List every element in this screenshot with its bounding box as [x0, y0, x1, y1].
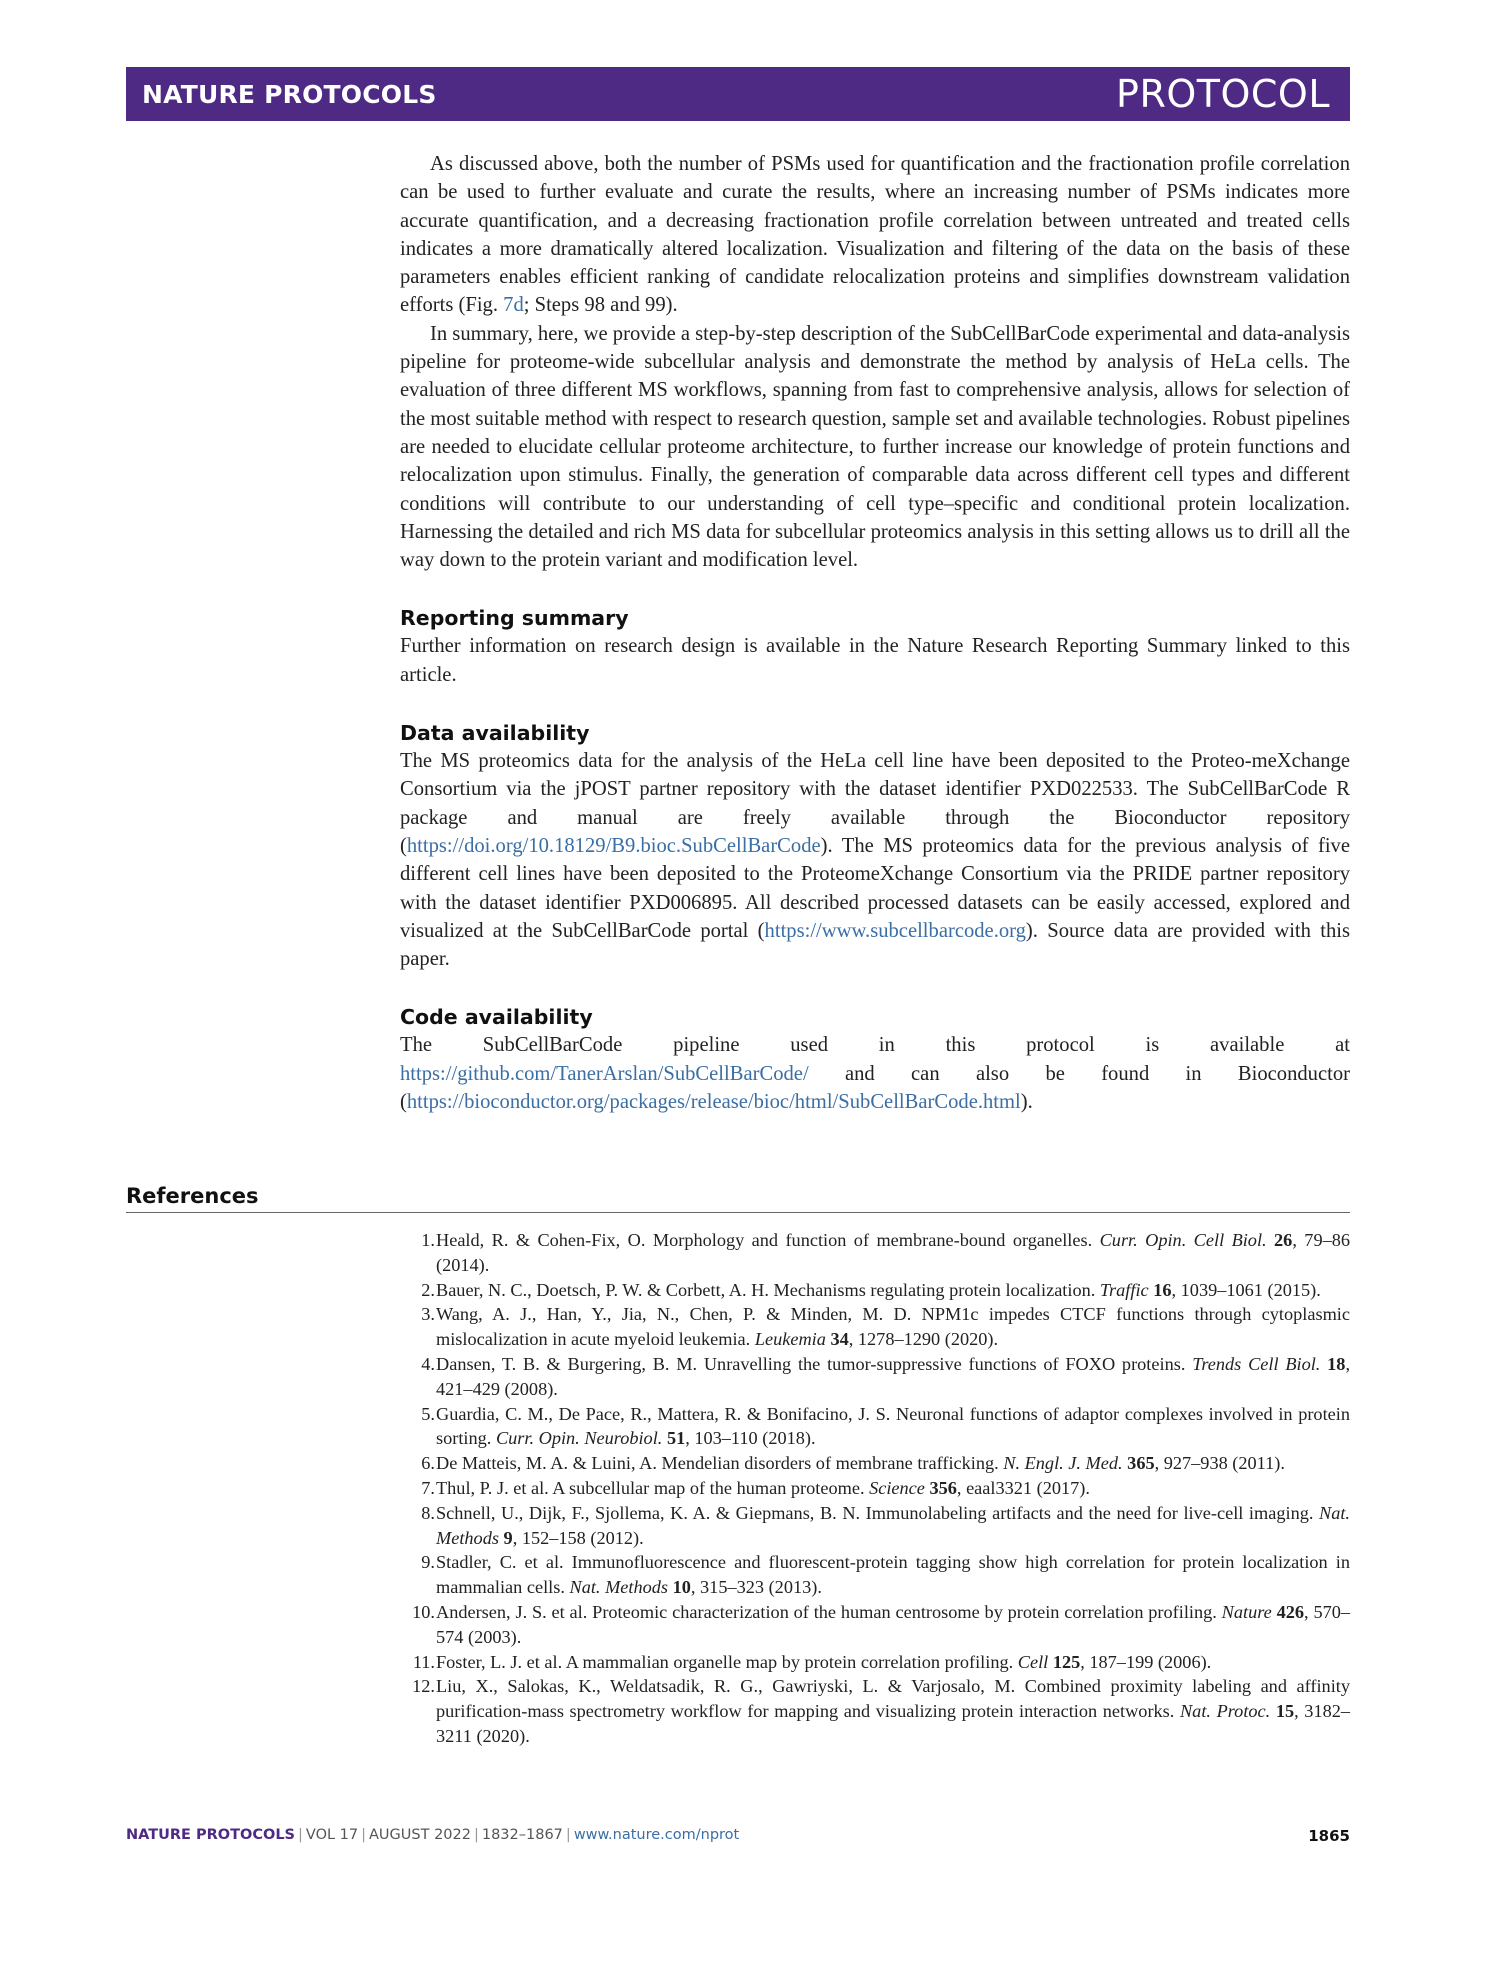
- reference-list: [400, 1228, 1350, 1749]
- reference-item: [400, 1550, 1350, 1600]
- reference-text: Bauer, N. C., Doetsch, P. W. & Corbett, A. H. Mechanisms regulating protein localization. Traffic 16, 1039–1061 (2015).: [436, 1279, 1321, 1300]
- github-link[interactable]: https://github.com/TanerArslan/SubCellBarCode/: [400, 1062, 809, 1085]
- reference-number: 1.: [421, 1230, 435, 1250]
- reference-volume: 9: [503, 1527, 513, 1548]
- page-footer: [126, 1827, 1350, 1845]
- reference-item: [400, 1674, 1350, 1748]
- reference-volume: 16: [1153, 1279, 1172, 1300]
- reference-item: [400, 1476, 1350, 1501]
- reference-item: [400, 1600, 1350, 1650]
- reference-number: 6.: [421, 1453, 435, 1474]
- reference-volume: 10: [672, 1577, 691, 1598]
- reference-text: Foster, L. J. et al. A mammalian organelle map by protein correlation profiling. Cell 125, 187–199 (2006).: [436, 1651, 1212, 1672]
- reference-volume: 356: [929, 1477, 957, 1498]
- main-text: [400, 150, 1350, 1116]
- reference-journal: Nat. Methods: [569, 1577, 669, 1598]
- reference-text: De Matteis, M. A. & Luini, A. Mendelian disorders of membrane trafficking. N. Engl. J. Med. 365, 927–938 (2011).: [436, 1453, 1285, 1474]
- article-type: PROTOCOL: [1116, 72, 1330, 116]
- reference-journal: Trends Cell Biol.: [1192, 1353, 1321, 1374]
- reference-journal: N. Engl. J. Med.: [1003, 1453, 1123, 1474]
- reference-volume: 26: [1274, 1230, 1293, 1250]
- reference-text: Stadler, C. et al. Immunofluorescence and fluorescent-protein tagging show high correlation for protein localization in mammalian cells. Nat. Methods 10, 315–323 (2013).: [436, 1552, 1350, 1598]
- reference-number: 5.: [421, 1403, 435, 1424]
- data-availability-text: The MS proteomics data for the analysis of the HeLa cell line have been deposited to the Proteo-meXchange Consortium via the jPOST partner repository with the dataset identifier PXD022533. The SubCellBarCode R package and manual are freely available through the Bioconductor repository (https://doi.org/10.18129/B9.bioc.SubCellBarCode). The MS proteomics data for the previous analysis of five different cell lines have been deposited to the ProteomeXchange Consortium via the PRIDE partner repository with the dataset identifier PXD006895. All described processed datasets can be easily accessed, explored and visualized at the SubCellBarCode portal (https://www.subcellbarcode.org). Source data are provided with this paper.: [400, 750, 1351, 971]
- reference-journal: Cell: [1017, 1651, 1049, 1672]
- reporting-summary-text: Further information on research design is available in the Nature Research Reporting Summary linked to this article.: [400, 635, 1350, 686]
- reference-item: [400, 1278, 1350, 1303]
- reference-text: Dansen, T. B. & Burgering, B. M. Unravelling the tumor-suppressive functions of FOXO proteins. Trends Cell Biol. 18, 421–429 (2008).: [436, 1353, 1351, 1399]
- reference-text: Schnell, U., Dijk, F., Sjollema, K. A. & Giepmans, B. N. Immunolabeling artifacts and the need for live-cell imaging. Nat. Methods 9, 152–158 (2012).: [436, 1502, 1350, 1548]
- reference-text: Liu, X., Salokas, K., Weldatsadik, R. G., Gawriyski, L. & Varjosalo, M. Combined proximity labeling and affinity purification-mass spectrometry workflow for mapping and visualizing protein interaction networks. Nat. Protoc. 15, 3182–3211 (2020).: [436, 1676, 1351, 1746]
- portal-link[interactable]: https://www.subcellbarcode.org: [764, 919, 1026, 942]
- reference-number: 11.: [412, 1651, 435, 1672]
- reference-text: Heald, R. & Cohen-Fix, O. Morphology and function of membrane-bound organelles. Curr. Opin. Cell Biol. 26, 79–86 (2014).: [436, 1230, 1351, 1275]
- reference-number: 3.: [421, 1304, 435, 1325]
- reference-number: 4.: [421, 1353, 435, 1374]
- reference-journal: Curr. Opin. Cell Biol.: [1099, 1230, 1267, 1250]
- reference-journal: Traffic: [1099, 1279, 1149, 1300]
- reference-item: [400, 1352, 1350, 1402]
- reference-volume: 365: [1127, 1453, 1155, 1474]
- doi-link[interactable]: https://doi.org/10.18129/B9.bioc.SubCellBarCode: [406, 834, 821, 857]
- reference-item: [400, 1451, 1350, 1476]
- footer-citation: NATURE PROTOCOLS | VOL 17 | AUGUST 2022 | 1832–1867 | www.nature.com/nprot: [126, 1827, 740, 1843]
- reference-journal: Nat. Protoc.: [1179, 1701, 1271, 1722]
- reference-volume: 15: [1275, 1701, 1295, 1722]
- reference-item: [400, 1302, 1350, 1352]
- bioconductor-link[interactable]: https://bioconductor.org/packages/release/bioc/html/SubCellBarCode.html: [406, 1091, 1021, 1114]
- reference-item: [400, 1228, 1350, 1278]
- reference-journal: Leukemia: [754, 1329, 826, 1350]
- reporting-summary-heading: Reporting summary: [400, 606, 629, 631]
- reference-volume: 125: [1052, 1651, 1081, 1672]
- reference-volume: 34: [830, 1329, 849, 1350]
- reference-number: 10.: [412, 1601, 435, 1622]
- reference-item: [400, 1402, 1350, 1452]
- reference-text: Andersen, J. S. et al. Proteomic characterization of the human centrosome by protein correlation profiling. Nature 426, 570–574 (2003).: [436, 1601, 1351, 1647]
- reference-text: Guardia, C. M., De Pace, R., Mattera, R. & Bonifacino, J. S. Neuronal functions of adaptor complexes involved in protein sorting. Curr. Opin. Neurobiol. 51, 103–110 (2018).: [436, 1403, 1350, 1449]
- reference-item: [400, 1501, 1350, 1551]
- reference-text: Wang, A. J., Han, Y., Jia, N., Chen, P. & Minden, M. D. NPM1c impedes CTCF functions through cytoplasmic mislocalization in acute myeloid leukemia. Leukemia 34, 1278–1290 (2020).: [436, 1304, 1350, 1350]
- paragraph-discussion: As discussed above, both the number of PSMs used for quantification and the fractionation profile correlation can be used to further evaluate and curate the results, where an increasing number of PSMs indicates more accurate quantification, and a decreasing fractionation profile correlation between untreated and treated cells indicates a more dramatically altered localization. Visualization and filtering of the data on the basis of these parameters enables efficient ranking of candidate relocalization proteins and simplifies downstream validation efforts (Fig. 7d; Steps 98 and 99).: [400, 153, 1350, 317]
- reference-journal: Nature: [1221, 1601, 1272, 1622]
- reference-number: 8.: [421, 1502, 435, 1523]
- reference-journal: Nat. Methods: [436, 1502, 1350, 1548]
- reference-journal: Curr. Opin. Neurobiol.: [495, 1428, 663, 1449]
- journal-header: [126, 67, 1350, 121]
- page-number: 1865: [1308, 1827, 1350, 1845]
- paragraph-summary: In summary, here, we provide a step-by-step description of the SubCellBarCode experimental and data-analysis pipeline for proteome-wide subcellular analysis and demonstrate the method by analysis of HeLa cells. The evaluation of three different MS workflows, spanning from fast to comprehensive analysis, allows for selection of the most suitable method with respect to research question, sample set and available technologies. Robust pipelines are needed to elucidate cellular proteome architecture, to further increase our knowledge of protein functions and relocalization upon stimulus. Finally, the generation of comparable data across different cell types and different conditions will contribute to our understanding of cell type–specific and conditional protein localization. Harnessing the detailed and rich MS data for subcellular proteomics analysis in this setting allows us to drill all the way down to the protein variant and modification level.: [400, 322, 1350, 572]
- journal-name: NATURE PROTOCOLS: [142, 79, 437, 109]
- figure-link[interactable]: 7d: [503, 294, 524, 317]
- references-heading: References: [126, 1184, 1350, 1213]
- reference-volume: 18: [1327, 1353, 1346, 1374]
- footer-url-link[interactable]: www.nature.com/nprot: [573, 1827, 740, 1843]
- reference-text: Thul, P. J. et al. A subcellular map of the human proteome. Science 356, eaal3321 (2017).: [436, 1477, 1090, 1498]
- reference-volume: 426: [1276, 1601, 1305, 1622]
- reference-item: [400, 1650, 1350, 1675]
- reference-volume: 51: [666, 1428, 686, 1449]
- code-availability-heading: Code availability: [400, 1005, 593, 1030]
- reference-number: 2.: [421, 1279, 435, 1300]
- reference-journal: Science: [869, 1477, 925, 1498]
- reference-number: 9.: [421, 1552, 435, 1573]
- reference-number: 7.: [421, 1477, 435, 1498]
- data-availability-heading: Data availability: [400, 721, 590, 746]
- reference-number: 12.: [412, 1676, 435, 1697]
- code-availability-text: The SubCellBarCode pipeline used in this protocol is available at https://github.com/TanerArslan/SubCellBarCode/ and can also be found in Bioconductor (https://bioconductor.org/packages/release/bioc/html/SubCellBarCode.html).: [400, 1034, 1350, 1114]
